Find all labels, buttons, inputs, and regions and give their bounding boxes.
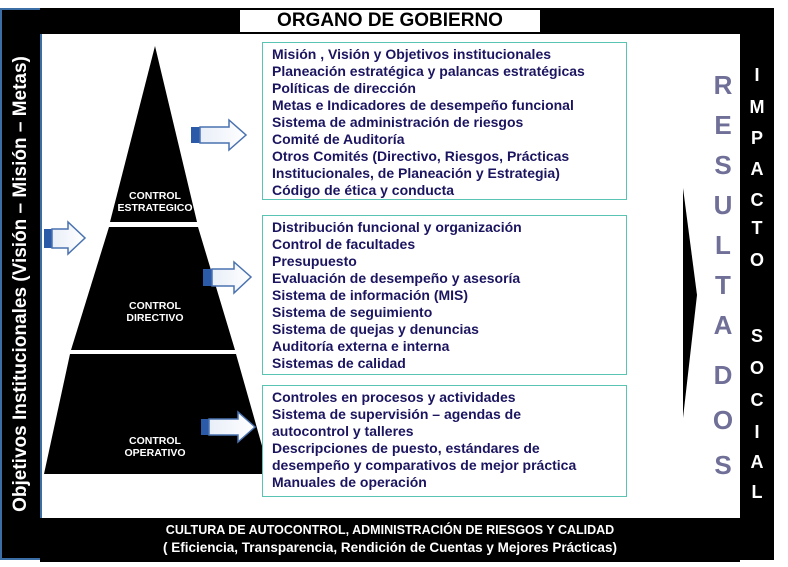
- box-item: Sistema de quejas y denuncias: [272, 321, 479, 337]
- box-item: Metas e Indicadores de desempeño funcional: [272, 97, 574, 113]
- box-item: Políticas de dirección: [272, 80, 416, 96]
- header-title: ORGANO DE GOBIERNO: [240, 10, 540, 32]
- box-item: Institucionales, de Planeación y Estrategia): [272, 165, 560, 181]
- results-arrow-icon: [683, 188, 697, 418]
- pyramid-label-operative: CONTROL OPERATIVO: [124, 435, 186, 459]
- left-entry-arrow-icon: [44, 222, 85, 254]
- box-item: Sistema de administración de riesgos: [272, 114, 524, 130]
- impacto-letter: I: [754, 65, 760, 85]
- impacto-letter: A: [750, 452, 764, 472]
- footer-line-2: ( Eficiencia, Transparencia, Rendición de Cuentas y Mejores Prácticas): [163, 540, 617, 555]
- box-item: Misión , Visión y Objetivos institucionales: [272, 46, 552, 62]
- box-directive: [262, 215, 627, 375]
- box-item: Sistema de información (MIS): [272, 287, 469, 303]
- box-item: Sistema de supervisión – agendas de: [272, 406, 521, 422]
- impacto-letter: T: [751, 218, 763, 238]
- pyramid-label-directive: CONTROL DIRECTIVO: [126, 300, 184, 324]
- impacto-letter: C: [750, 190, 764, 210]
- footer-line-1: CULTURA DE AUTOCONTROL, ADMINISTRACIÓN DE RIESGOS Y CALIDAD: [165, 523, 615, 537]
- impacto-letter: S: [750, 326, 763, 346]
- impacto-letter: C: [750, 390, 764, 410]
- pyramid-tier-directive: [71, 227, 235, 350]
- impacto-letter: A: [750, 159, 764, 179]
- box-item: Otros Comités (Directivo, Riesgos, Prácticas: [272, 148, 570, 164]
- box-operative: [262, 385, 627, 497]
- resultados-letter: L: [715, 230, 731, 260]
- box-item: Código de ética y conducta: [272, 182, 455, 198]
- box-item: autocontrol y talleres: [272, 423, 414, 439]
- pyramid-label-strategic: CONTROL ESTRATEGICO: [117, 190, 193, 214]
- box-item: Manuales de operación: [272, 474, 427, 490]
- resultados-letter: R: [713, 70, 733, 100]
- box-item: desempeño y comparativos de mejor práctica: [272, 457, 577, 473]
- box-item: Control de facultades: [272, 236, 416, 252]
- resultados-letter: S: [714, 150, 732, 180]
- box-item: Sistemas de calidad: [272, 355, 406, 371]
- resultados-letter: E: [714, 110, 732, 140]
- impacto-letter: L: [751, 482, 763, 502]
- box-item: Distribución funcional y organización: [272, 219, 522, 235]
- box-strategic: [262, 42, 627, 200]
- impacto-letter: I: [754, 422, 760, 442]
- box-item: Controles en procesos y actividades: [272, 389, 516, 405]
- box-item: Presupuesto: [272, 253, 357, 269]
- resultados-letter: T: [715, 270, 731, 300]
- box-item: Planeación estratégica y palancas estratégicas: [272, 63, 585, 79]
- box-item: Sistema de seguimiento: [272, 304, 433, 320]
- resultados-letter: O: [712, 405, 734, 435]
- impacto-letter: M: [749, 97, 765, 117]
- arrow-right-icon-strategic: [191, 120, 246, 150]
- box-item: Comité de Auditoría: [272, 131, 405, 147]
- resultados-letter: U: [713, 190, 733, 220]
- resultados-letter: A: [713, 310, 733, 340]
- resultados-letter: S: [714, 450, 732, 480]
- box-item: Descripciones de puesto, estándares de: [272, 440, 540, 456]
- objectives-label: Objetivos Institucionales (Visión – Misión – Metas): [10, 56, 31, 512]
- impacto-letter: O: [749, 358, 764, 378]
- box-item: Evaluación de desempeño y asesoría: [272, 270, 521, 286]
- box-item: Auditoría externa e interna: [272, 338, 450, 354]
- resultados-letter: D: [713, 360, 733, 390]
- impacto-letter: P: [750, 128, 763, 148]
- impacto-letter: O: [749, 250, 764, 270]
